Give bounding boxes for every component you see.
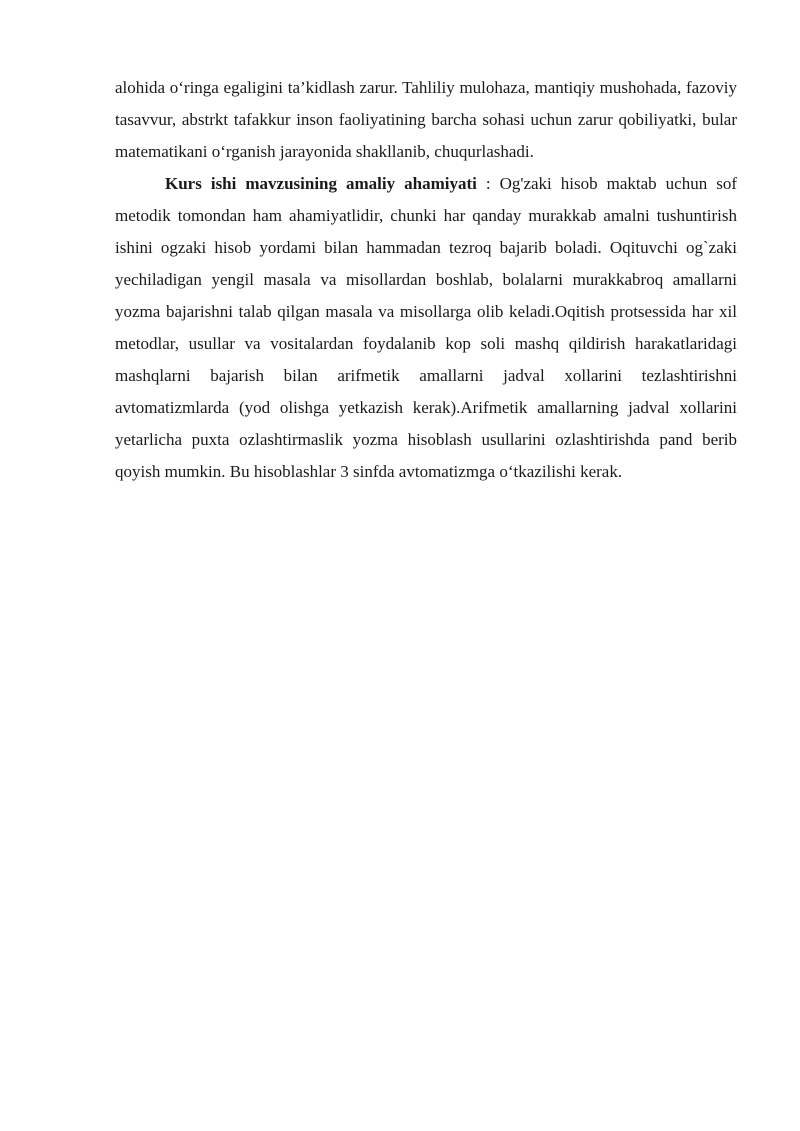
paragraph-continuation: alohida o‘ringa egaligini ta’kidlash zarur. Tahliliy mulohaza, mantiqiy mushohada, fazoviy tasavvur, abstrkt tafakkur inson faoliyatining barcha sohasi uchun zarur qobiliyatki, bular matematikani o‘rganish jarayonida shakllanib, chuqurlashadi.	[115, 78, 737, 161]
body-text	[115, 72, 737, 488]
section-heading-inline: Kurs ishi mavzusining amaliy ahamiyati	[165, 174, 477, 193]
paragraph-practical-significance	[115, 168, 737, 488]
paragraph-body: : Og'zaki hisob maktab uchun sof metodik tomondan ham ahamiyatlidir, chunki har qanday murakkab amalni tushuntirish ishini ogzaki hisob yordami bilan hammadan tezroq bajarib boladi. Oqituvchi og`zaki yechiladigan yengil masala va misollardan boshlab, bolalarni murakkabroq amallarni yozma bajarishni talab qilgan masala va misollarga olib keladi.Oqitish protsessida har xil metodlar, usullar va vositalardan foydalanib kop soli mashq qildirish harakatlaridagi mashqlarni bajarish bilan arifmetik amallarni jadval xollarini tezlashtirishni avtomatizmlarda (yod olishga yetkazish kerak).Arifmetik amallarning jadval xollarini yetarlicha puxta ozlashtirmaslik yozma hisoblash usullarini ozlashtirishda pand berib qoyish mumkin. Bu hisoblashlar 3 sinfda avtomatizmga o‘tkazilishi kerak.	[115, 174, 737, 481]
